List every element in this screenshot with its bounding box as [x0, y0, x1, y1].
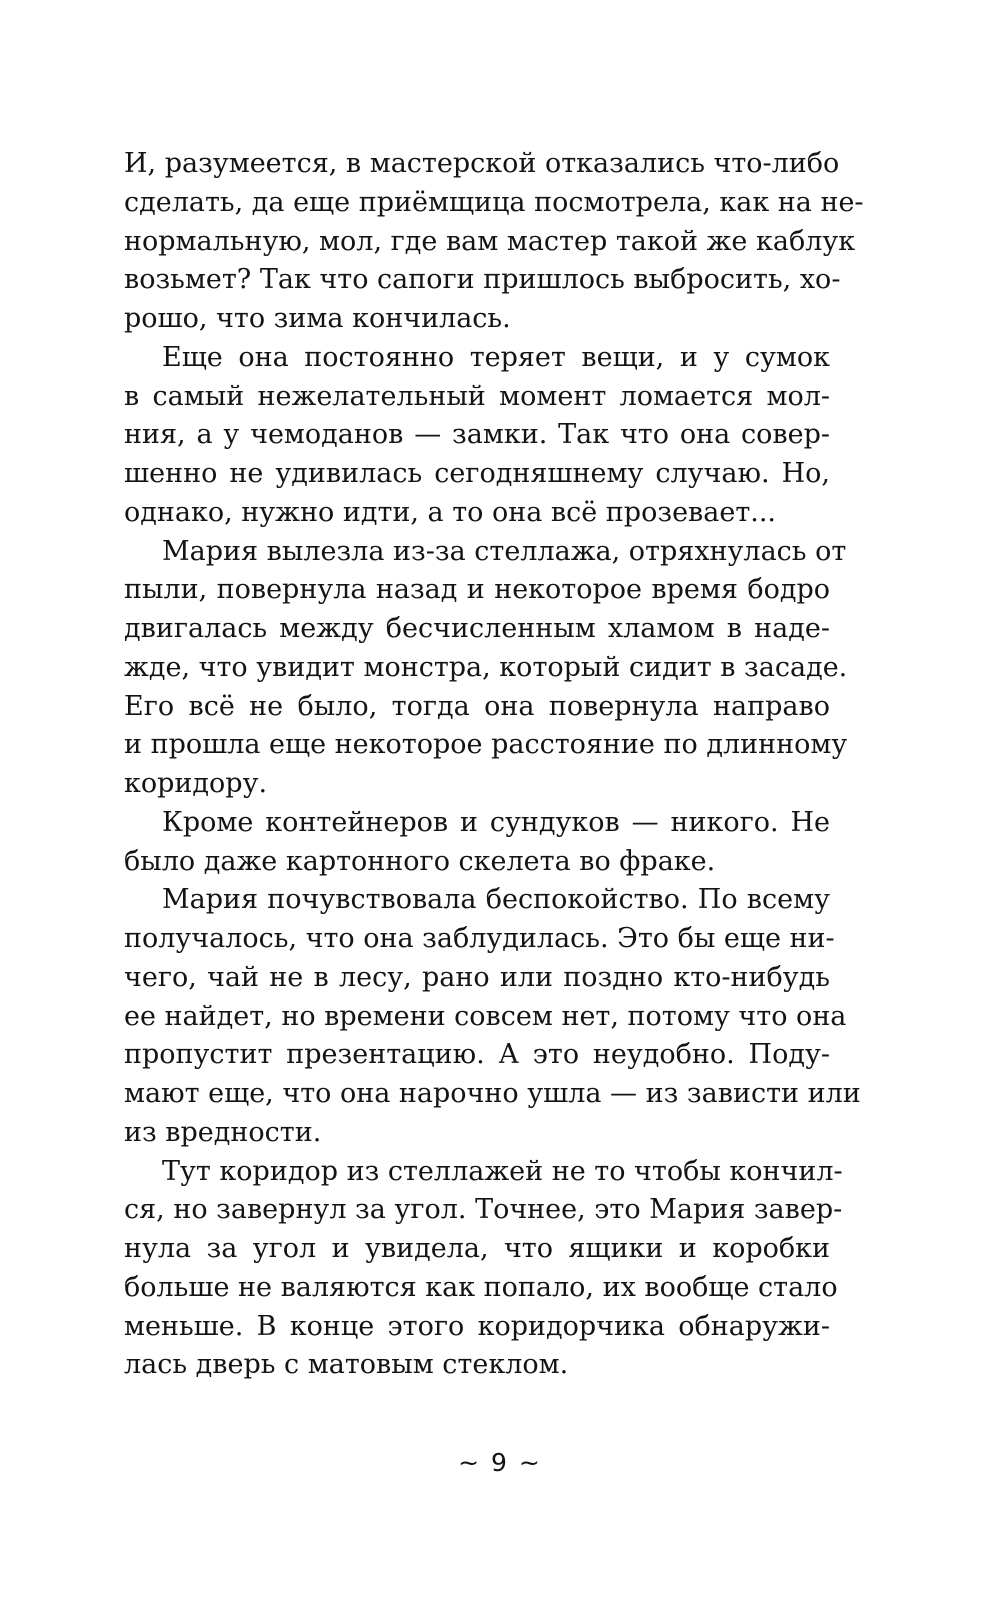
text-line: пропустит презентацию. А это неудобно. Поду- — [124, 1039, 830, 1071]
text-line: было даже картонного скелета во фраке. — [124, 845, 716, 877]
text-line: шенно не удивилась сегодняшнему случаю. Но, — [124, 458, 830, 489]
text-line: ния, а у чемоданов — замки. Так что она совер- — [124, 419, 830, 451]
text-line: Мария вылезла из-за стеллажа, отряхнулась от — [162, 535, 847, 567]
text-line: Еще она постоянно теряет вещи, и у сумок — [162, 341, 830, 373]
text-line: из вредности. — [124, 1116, 322, 1148]
page-number: ~ 9 ~ — [458, 1448, 542, 1477]
text-line: рошо, что зима кончилась. — [124, 303, 511, 334]
text-line: Мария почувствовала беспокойство. По всему — [162, 884, 830, 916]
text-line: меньше. В конце этого коридорчика обнаружи- — [124, 1310, 830, 1342]
text-line: лась дверь с матовым стеклом. — [124, 1349, 569, 1381]
text-line: ее найдет, но времени совсем нет, потому что она — [124, 1000, 847, 1032]
text-line: Его всё не было, тогда она повернула направо — [124, 690, 830, 722]
text-line: двигалась между бесчисленным хламом в наде- — [124, 613, 830, 644]
text-line: чего, чай не в лесу, рано или поздно кто-нибудь — [124, 961, 830, 993]
text-line: Кроме контейнеров и сундуков — никого. Не — [162, 806, 830, 838]
text-line: коридору. — [124, 768, 268, 799]
text-line: мают еще, что она нарочно ушла — из зависти или — [124, 1078, 861, 1109]
text-line: однако, нужно идти, а то она всё прозевает... — [124, 496, 777, 528]
text-line: больше не валяются как попало, их вообще стало — [124, 1271, 838, 1303]
text-line: получалось, что она заблудилась. Это бы еще ни- — [124, 923, 835, 954]
text-line: пыли, повернула назад и некоторое время бодро — [124, 574, 830, 606]
text-line: и прошла еще некоторое расстояние по длинному — [124, 729, 848, 761]
text-line: И, разумеется, в мастерской отказались что-либо — [124, 148, 840, 179]
body-text — [124, 145, 864, 1385]
text-line: возьмет? Так что сапоги пришлось выбросить, хо- — [124, 264, 841, 296]
text-line: сделать, да еще приёмщица посмотрела, как на не- — [124, 186, 864, 218]
text-line: в самый нежелательный момент ломается мол- — [124, 380, 830, 412]
text-line: ся, но завернул за угол. Точнее, это Мария завер- — [124, 1194, 843, 1226]
text-line: жде, что увидит монстра, который сидит в засаде. — [124, 651, 848, 683]
text-line: Тут коридор из стеллажей не то чтобы кончил- — [162, 1155, 843, 1187]
text-line: нула за угол и увидела, что ящики и коробки — [124, 1233, 830, 1264]
text-line: нормальную, мол, где вам мастер такой же каблук — [124, 225, 856, 257]
